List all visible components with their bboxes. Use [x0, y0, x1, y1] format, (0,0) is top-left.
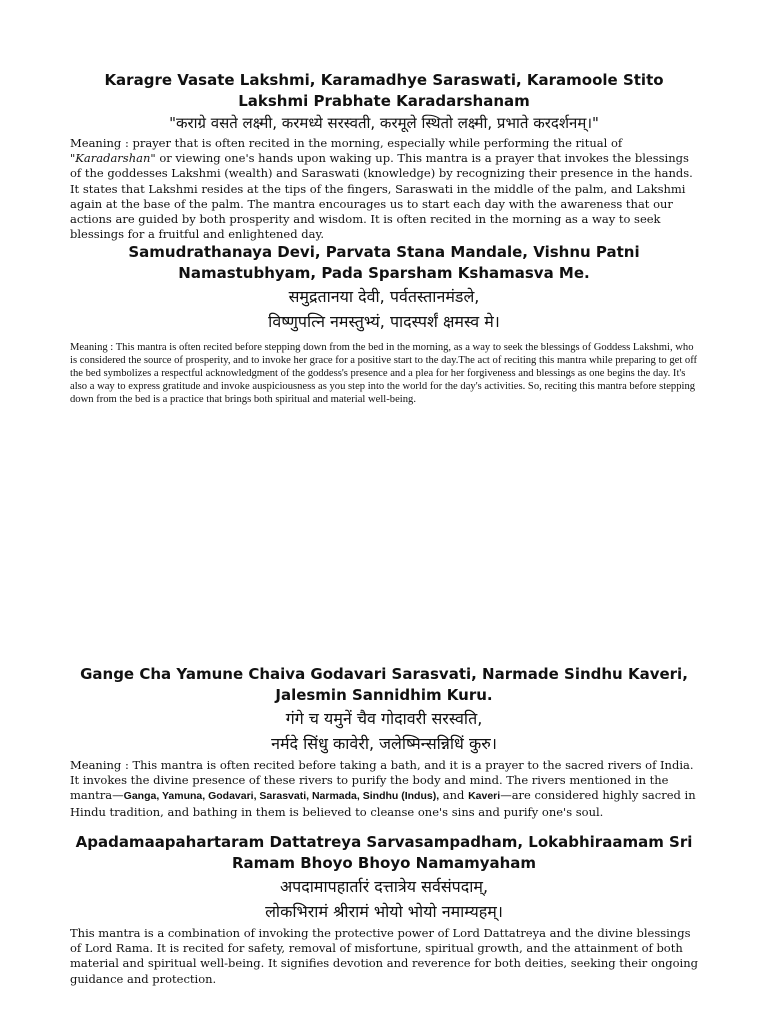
mantra-sanskrit-line: विष्णुपत्नि नमस्तुभ्यं, पादस्पर्शं क्षमस्व मे।	[268, 312, 500, 331]
meaning-text-end: or viewing one's hands upon waking up. This mantra is a prayer that invokes the blessings of the goddesses Lakshmi (wealth) and Saraswati (knowledge) by recognizing their presence in the hands. It states that Lakshmi resides at the tips of the fingers, Saraswati in the middle of the palm, and Lakshmi again at the base of the palm. The mantra encourages us to start each day with the awareness that our actions are guided by both prosperity and wisdom. It is often recited in the morning as a way to seek blessings for a fruitful and enlightened day.	[70, 151, 693, 242]
mantra-title: Karagre Vasate Lakshmi, Karamadhye Saraswati, Karamoole Stito Lakshmi Prabhate Karadarshanam	[104, 71, 664, 110]
mantra-sanskrit-line: समुद्रतानया देवी, पर्वतस्तानमंडले,	[288, 287, 480, 306]
mantra-sanskrit-line: लोकभिरामं श्रीरामं भोयो भोयो नमाम्यहम्।	[265, 902, 503, 921]
mantra-sanskrit-line: गंगे च यमुनें चैव गोदावरी सरस्वति,	[285, 709, 483, 728]
mantra-title: Gange Cha Yamune Chaiva Godavari Sarasvati, Narmade Sindhu Kaveri, Jalesmin Sannidhim Kuru.	[80, 665, 688, 704]
meaning-text-start: Meaning : This mantra is often recited before taking a bath, and it is a prayer to the sacred rivers of India. It invokes the divine presence of these rivers to purify the body and mind. The rivers mentioned in the mantra—	[70, 758, 694, 803]
mantra-sanskrit-line: "कराग्रे वसते लक्ष्मी, करमध्ये सरस्वती, करमूले स्थितो लक्ष्मी, प्रभाते करदर्शनम्।"	[169, 114, 599, 132]
mantra-title: Samudrathanaya Devi, Parvata Stana Mandale, Vishnu Patni Namastubhyam, Pada Sparsham Kshamasva Me.	[128, 243, 640, 282]
meaning-river-kaveri: Kaveri	[468, 790, 501, 803]
mantra-sanskrit-line: अपदामापहार्तारं दत्तात्रेय सर्वसंपदाम्,	[279, 877, 489, 896]
mantra-section-gange	[70, 664, 698, 820]
mantra-section-apadamaapahartaram	[70, 832, 698, 987]
mantra-section-karadarshanam	[70, 70, 698, 242]
meaning-rivers-list: Ganga, Yamuna, Godavari, Sarasvati, Narmada, Sindhu (Indus),	[123, 790, 440, 803]
meaning-and: and	[439, 788, 469, 803]
meaning-italic-term: "Karadarshan"	[70, 151, 156, 166]
mantra-meaning: Meaning : This mantra is often recited before stepping down from the bed in the morning, as a way to seek the blessings of Goddess Lakshmi, who is considered the source of prosperity, and to invoke her grace for a positive start to the day.The act of reciting this mantra while preparing to get off the bed symbolizes a respectful acknowledgment of the goddess's presence and a plea for her forgiveness and blessings as one begins the day. It's also a way to express gratitude and invoke auspiciousness as you step into the world for the day's activities. So, reciting this mantra before stepping down from the bed is a practice that brings both spiritual and material well-being.	[70, 342, 698, 405]
mantra-meaning: This mantra is a combination of invoking the protective power of Lord Dattatreya and the divine blessings of Lord Rama. It is recited for safety, removal of misfortune, spiritual growth, and the attainment of both material and spiritual well-being. It signifies devotion and reverence for both deities, seeking their ongoing guidance and protection.	[70, 926, 699, 986]
mantra-sanskrit-line: नर्मदे सिंधु कावेरी, जलेष्मिन्सन्निधिं कुरु।	[271, 734, 497, 753]
meaning-text-start: Meaning : prayer that is often recited in the morning, especially while performing the ritual of	[70, 136, 623, 150]
meaning-text-end: —are considered highly sacred in Hindu tradition, and bathing in them is believed to cleanse one's sins and purify one's soul.	[70, 788, 696, 819]
mantra-meaning	[70, 758, 698, 820]
mantra-meaning	[70, 136, 698, 242]
mantra-section-samudrathanaya	[70, 242, 698, 407]
mantra-title: Apadamaapahartaram Dattatreya Sarvasampadham, Lokabhiraamam Sri Ramam Bhoyo Bhoyo Namamyaham	[75, 833, 693, 872]
